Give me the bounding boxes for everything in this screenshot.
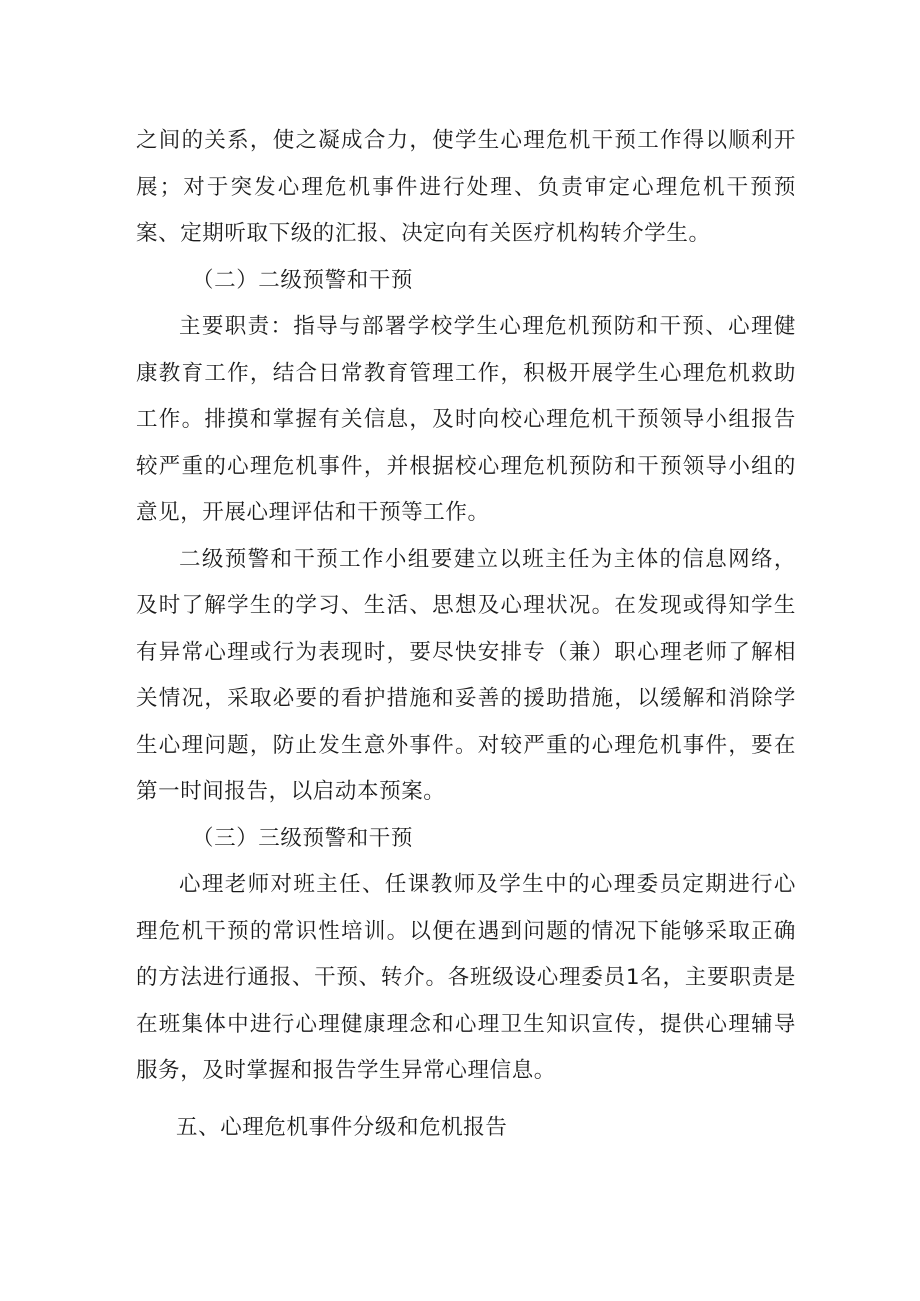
section-heading-five: 五、心理危机事件分级和危机报告 [176, 1114, 508, 1140]
paragraph-continuation: 之间的关系，使之凝成合力，使学生心理危机干预工作得以顺利开展；对于突发心理危机事件进行处理、负责审定心理危机干预预案、定期听取下级的汇报、决定向有关医疗机构转介学生。 [136, 128, 796, 246]
paragraph-duties-level-two: 主要职责：指导与部署学校学生心理危机预防和干预、心理健康教育工作，结合日常教育管理工作，积极开展学生心理危机救助工作。排摸和掌握有关信息，及时向校心理危机干预领导小组报告较严重的心理危机事件，并根据校心理危机预防和干预领导小组的意见，开展心理评估和干预等工作。 [136, 314, 796, 525]
subheading-level-two: （二）二级预警和干预 [192, 267, 414, 293]
paragraph-network-level-two: 二级预警和干预工作小组要建立以班主任为主体的信息网络，及时了解学生的学习、生活、思想及心理状况。在发现或得知学生有异常心理或行为表现时，要尽快安排专（兼）职心理老师了解相关情况，采取必要的看护措施和妥善的援助措施，以缓解和消除学生心理问题，防止发生意外事件。对较严重的心理危机事件，要在第一时间报告，以启动本预案。 [136, 546, 796, 804]
paragraph-training-level-three: 心理老师对班主任、任课教师及学生中的心理委员定期进行心理危机干预的常识性培训。以便在遇到问题的情况下能够采取正确的方法进行通报、干预、转介。各班级设心理委员1名，主要职责是在班集体中进行心理健康理念和心理卫生知识宣传，提供心理辅导服务，及时掌握和报告学生异常心理信息。 [136, 872, 796, 1083]
document-body [136, 118, 796, 1151]
subheading-level-three: （三）三级预警和干预 [192, 825, 414, 851]
